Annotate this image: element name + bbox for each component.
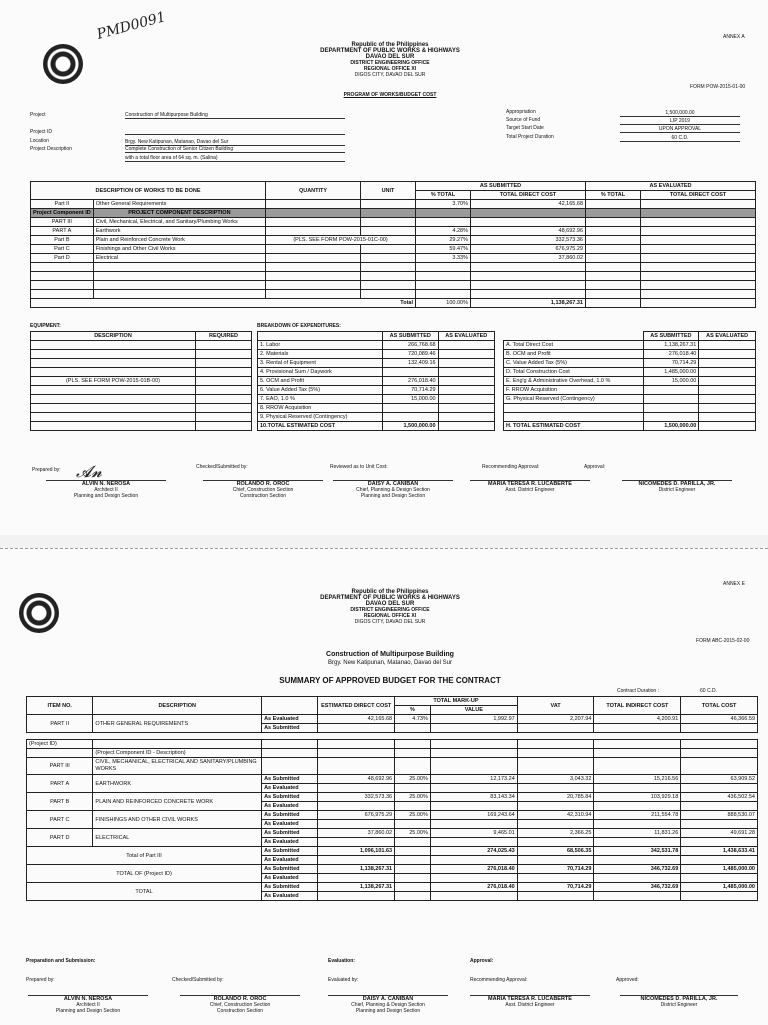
evaluation-label: Evaluation: [328, 958, 355, 964]
breakdown-table-left [257, 331, 495, 431]
col-as-submitted: AS SUBMITTED [416, 182, 586, 191]
total-row: Total 100.00% 1,138,267.31 [31, 299, 756, 308]
signatory-prepared: 𝓐𝓷 ALVIN N. NEROSA Architect II Planning and Design Section [46, 480, 166, 499]
signatory-recommending: MARIA TERESA R. LUCABERTE Asst. District Engineer [470, 995, 590, 1008]
approval-label: Approval: [584, 464, 606, 470]
header-line-1: Republic of the Philippines [351, 589, 429, 595]
table-row: A. Total Direct Cost 1,138,267.31 [504, 341, 756, 350]
prepared-by-label: Prepared by: [26, 977, 55, 983]
header-line-3: DAVAO DEL SUR [365, 54, 415, 60]
table-row: PART III CIVIL, MECHANICAL, ELECTRICAL AND SANITARY/PLUMBING WORKS [27, 758, 758, 775]
recommending-label: Recommending Approval: [482, 464, 540, 470]
breakdown-label: BREAKDOWN OF EXPENDITURES: [257, 323, 341, 329]
breakdown-col-submitted: AS SUBMITTED [383, 332, 439, 341]
col-total-cost: TOTAL COST [681, 697, 758, 715]
breakdown-right-col-submitted: AS SUBMITTED [643, 332, 699, 341]
source-label: Source of Fund [506, 117, 541, 123]
handwritten-reference: PMD0091 [95, 9, 168, 43]
equipment-see-form: (PLS. SEE FORM POW-2015-01B-00) [31, 377, 196, 386]
approved-label: Approved: [616, 977, 639, 983]
table-row: PART III Civil, Mechanical, Electrical, and Sanitary/Plumbing Works [31, 218, 756, 227]
table-row [31, 263, 756, 272]
total-row: TOTAL As Submitted 1,138,267.31 276,018.40 70,714.29 346,732.69 1,485,000.00 [27, 883, 758, 892]
description-value-1: Complete Construction of Senior Citizen Building [125, 146, 345, 153]
col-tdc-sub: TOTAL DIRECT COST [471, 191, 586, 200]
signatory-approval: NICOMEDES D. PARILLA, JR. District Engineer [622, 480, 732, 493]
equipment-col-required: REQUIRED [196, 332, 252, 341]
col-vat: VAT [517, 697, 594, 715]
table-row: PART B PLAIN AND REINFORCED CONCRETE WORK As Submitted 332,573.36 25.00% 83,143.34 20,785.84 103,929.18 436,502.54 [27, 793, 758, 802]
table-row: 3. Rental of Equipment 132,409.16 [258, 359, 495, 368]
table-row: Part D Electrical 3.33% 37,860.02 [31, 254, 756, 263]
col-description: DESCRIPTION OF WORKS TO BE DONE [31, 182, 266, 200]
works-table [30, 181, 756, 308]
approval-section-label: Approval: [470, 958, 494, 964]
appropriation-value: 1,500,000.00 [620, 110, 740, 117]
breakdown-col-evaluated: AS EVALUATED [438, 332, 494, 341]
preparation-label: Preparation and Submission: [26, 958, 96, 964]
table-row: 1. Labor 266,768.68 [258, 341, 495, 350]
table-row: D. Total Construction Cost 1,485,000.00 [504, 368, 756, 377]
checked-by-label: Checked/Submitted by: [196, 464, 248, 470]
header-line-6: DIGOS CITY, DAVAO DEL SUR [354, 619, 426, 625]
table-row: F. RROW Acquisition [504, 386, 756, 395]
start-label: Target Start Date [506, 125, 544, 131]
header-line-2: DEPARTMENT OF PUBLIC WORKS & HIGHWAYS [320, 48, 460, 54]
table-row: 7. EAO, 1.0 % 15,000.00 [258, 395, 495, 404]
table-row: C. Value Added Tax (5%) 70,714.29 [504, 359, 756, 368]
description-value-2: with a total floor area of 64 sq. m. (Salina) [125, 155, 345, 162]
table-row: 9. Physical Reserved (Contingency) [258, 413, 495, 422]
header-line-4: DISTRICT ENGINEERING OFFICE [350, 60, 430, 66]
location-value: Brgy. New Katipunan, Matanao, Davao del Sur [125, 139, 345, 146]
table-row [31, 290, 756, 299]
col-pct-total-sub: % TOTAL [416, 191, 471, 200]
total-row: 10.TOTAL ESTIMATED COST 1,500,000.00 [258, 422, 495, 431]
breakdown-table-right [503, 331, 756, 431]
table-row [31, 281, 756, 290]
breakdown-right-col-evaluated: AS EVALUATED [699, 332, 756, 341]
table-row: PART D ELECTRICAL As Submitted 37,860.02 25.00% 9,465.01 2,366.25 11,831.26 49,691.28 [27, 829, 758, 838]
table-row: PART A Earthwork 4.28% 48,692.96 [31, 227, 756, 236]
page-title: SUMMARY OF APPROVED BUDGET FOR THE CONTRACT [279, 676, 501, 685]
table-row: G. Physical Reserved (Contingency) [504, 395, 756, 404]
abc-summary-table: ITEM NO. DESCRIPTION ESTIMATED DIRECT COST TOTAL MARK-UP VAT TOTAL INDIRECT COST TOTAL COST % VALUE PART II OTHER GENERAL REQUIREMENTS As Evaluated 42,165.68 4.73% 1,992.97 2,207.94 4,200.91 46,366.59 As Submitted (Project ID) (Project Component ID - Description) PART III CIVIL, MECHANICAL, ELECTRICAL AND SANITARY/PLUMBING WORKS PART A EARTHWORK As Submitted 48,692.96 25.00% 12,173.24 3,043.32 15,216.56 63,909.52 As Evaluated PART B PLAIN AND REINFORCED CONCRETE WORK As Submitted 332,573.36 25.00% 83,143.34 20,785.84 103,929.18 436,502.54 As Evaluated PART C FINISHINGS AND OTHER CIVIL WORKS As Submitted 676,975.29 25.00% 169,243.64 42,310.94 211,554.78 888,530.07 As Evaluated PART D ELECTRICAL As Submitted 37,860.02 25.00% 9,465.01 2,366.25 11,831.26 49,691.28 As Evaluated Total of Part III As Submitted 1,096,101.63 274,025.43 68,506.35 342,531.78 1,438,633.41 As Evaluated TOTAL OF (Project ID) As Submitted 1,138,267.31 276,018.40 70,714.29 346,732.69 1,485,000.00 As Evaluated TOTAL As Submitted 1,138,267.31 276,018.40 70,714.29 346,732.69 1,485,000.00 As Evaluated [26, 696, 758, 901]
project-id-label: Project ID [30, 129, 52, 135]
signatory-prepared: ALVIN N. NEROSA Architect II Planning and Design Section [28, 995, 148, 1014]
signatory-recommending: MARIA TERESA R. LUCABERTE Asst. District Engineer [470, 480, 590, 493]
see-form-note: (PLS. SEE FORM POW-2015-01C-00) [266, 236, 416, 245]
total-row: TOTAL OF (Project ID) As Submitted 1,138,267.31 276,018.40 70,714.29 346,732.69 1,485,000.00 [27, 865, 758, 874]
location-label: Location [30, 138, 49, 144]
dpwh-seal-icon [19, 593, 59, 633]
col-pct-total-eval: % TOTAL [586, 191, 641, 200]
table-row: 2. Materials 720,089.46 [258, 350, 495, 359]
reviewed-by-label: Reviewed as to Unit Cost: [330, 464, 388, 470]
col-as-evaluated: AS EVALUATED [586, 182, 756, 191]
checked-by-label: Checked/Submitted by: [172, 977, 224, 983]
col-markup-value: VALUE [430, 706, 517, 715]
table-row [31, 272, 756, 281]
source-value: LIP 2019 [620, 118, 740, 125]
table-row: 8. RROW Acquisition [258, 404, 495, 413]
header-line-1: Republic of the Philippines [351, 42, 429, 48]
col-total-indirect-cost: TOTAL INDIRECT COST [594, 697, 681, 715]
signature-icon: 𝓐𝓷 [76, 462, 102, 481]
table-row: 4. Provisional Sum / Daywork [258, 368, 495, 377]
letterhead [250, 42, 530, 78]
table-row: (Project ID) [27, 740, 758, 749]
table-row: 5. OCM and Profit 276,018.40 [258, 377, 495, 386]
header-line-3: DAVAO DEL SUR [365, 601, 415, 607]
project-label: Project [30, 112, 46, 118]
description-label: Project Description [30, 146, 72, 152]
col-item-no: ITEM NO. [27, 697, 93, 715]
prepared-by-label: Prepared by: [32, 467, 61, 473]
table-row: PART II OTHER GENERAL REQUIREMENTS As Evaluated 42,165.68 4.73% 1,992.97 2,207.94 4,200.91 46,366.59 [27, 715, 758, 724]
duration-value: 60 C.D. [620, 135, 740, 142]
total-row: H. TOTAL ESTIMATED COST 1,500,000.00 [504, 422, 756, 431]
duration-label: Total Project Duration [506, 134, 554, 140]
project-location: Brgy. New Katipunan, Matanao, Davao del Sur [328, 660, 452, 666]
table-row: PART C FINISHINGS AND OTHER CIVIL WORKS As Submitted 676,975.29 25.00% 169,243.64 42,310.94 211,554.78 888,530.07 [27, 811, 758, 820]
equipment-col-description: DESCRIPTION [31, 332, 196, 341]
abc-summary-page [0, 548, 768, 1025]
evaluated-by-label: Evaluated by: [328, 977, 359, 983]
project-value: Construction of Multipurpose Building [125, 112, 345, 119]
total-row: Total of Part III As Submitted 1,096,101.63 274,025.43 68,506.35 342,531.78 1,438,633.41 [27, 847, 758, 856]
table-row: Part B Plain and Reinforced Concrete Work (PLS. SEE FORM POW-2015-01C-00) 29.27% 332,573.36 [31, 236, 756, 245]
col-markup-pct: % [395, 706, 431, 715]
table-row: Part II Other General Requirements 3.70% 42,165.68 [31, 200, 756, 209]
table-row: Project Component ID PROJECT COMPONENT DESCRIPTION [31, 209, 756, 218]
signatory-evaluated: DAISY A. CANIBAN Chief, Planning & Design Section Planning and Design Section [328, 995, 448, 1014]
header-line-5: REGIONAL OFFICE XI [363, 66, 417, 72]
col-total-markup: TOTAL MARK-UP [395, 697, 518, 706]
header-line-4: DISTRICT ENGINEERING OFFICE [350, 607, 430, 613]
col-estimated-direct-cost: ESTIMATED DIRECT COST [318, 697, 395, 715]
recommending-label: Recommending Approval: [470, 977, 528, 983]
project-id-line [125, 134, 345, 135]
contract-duration-value: 60 C.D. [700, 688, 717, 694]
col-description: DESCRIPTION [93, 697, 262, 715]
header-line-6: DIGOS CITY, DAVAO DEL SUR [354, 72, 426, 78]
table-row: PART A EARTHWORK As Submitted 48,692.96 25.00% 12,173.24 3,043.32 15,216.56 63,909.52 [27, 775, 758, 784]
col-quantity: QUANTITY [266, 182, 361, 200]
page-title: PROGRAM OF WORKS/BUDGET COST [343, 92, 437, 98]
signatory-approved: NICOMEDES D. PARILLA, JR. District Engineer [620, 995, 738, 1008]
signatory-checked: ROLANDO R. OROC Chief, Construction Section Construction Section [180, 995, 300, 1014]
signatory-reviewed: DAISY A. CANIBAN Chief, Planning & Design Section Planning and Design Section [333, 480, 453, 499]
table-row: (Project Component ID - Description) [27, 749, 758, 758]
table-row: 6. Value Added Tax (5%) 70,714.29 [258, 386, 495, 395]
start-value: UPON APPROVAL [620, 126, 740, 133]
letterhead [250, 589, 530, 625]
table-row: As Submitted [27, 724, 758, 733]
col-tdc-eval: TOTAL DIRECT COST [641, 191, 756, 200]
form-number: FORM POW-2015-01-00 [690, 84, 746, 90]
header-line-5: REGIONAL OFFICE XI [363, 613, 417, 619]
signatory-checked: ROLANDO R. OROC Chief, Construction Section Construction Section [203, 480, 323, 499]
header-line-2: DEPARTMENT OF PUBLIC WORKS & HIGHWAYS [320, 595, 460, 601]
col-unit: UNIT [361, 182, 416, 200]
table-row: E. Eng'g & Administrative Overhead, 1.0 % 15,000.00 [504, 377, 756, 386]
equipment-label: EQUIPMENT: [30, 323, 61, 329]
annex-label: ANNEX E [723, 581, 745, 587]
table-row: Part C Finishings and Other Civil Works 59.47% 676,975.29 [31, 245, 756, 254]
annex-label: ANNEX A [723, 34, 745, 40]
form-number: FORM ABC-2015-02-00 [696, 638, 750, 644]
contract-duration-label: Contract Duration : [617, 688, 659, 694]
dpwh-seal-icon [43, 44, 83, 84]
appropriation-label: Appropriation [506, 109, 536, 115]
table-row: B. OCM and Profit 276,018.40 [504, 350, 756, 359]
equipment-table [30, 331, 252, 431]
project-name: Construction of Multipurpose Building [326, 651, 454, 658]
